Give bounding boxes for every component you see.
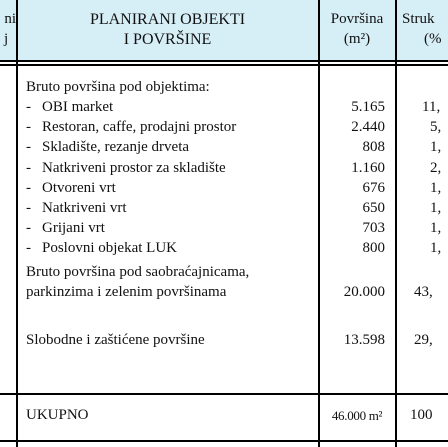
building-item-label: Natkriveni vrt bbox=[42, 200, 127, 216]
building-item-pct: 11, bbox=[422, 99, 441, 115]
building-item-area: 2.440 bbox=[351, 119, 385, 136]
building-item-area: 703 bbox=[362, 220, 385, 237]
building-item-area: 676 bbox=[362, 179, 385, 196]
traffic-area-value: 20.000 bbox=[343, 284, 385, 300]
building-item-pct: 1, bbox=[430, 139, 442, 156]
traffic-area-label-line1: Bruto površina pod saobraćajnicama, bbox=[26, 264, 250, 280]
list-bullet-dash: - bbox=[26, 179, 31, 196]
building-item-label: Otvoreni vrt bbox=[42, 179, 116, 196]
total-row-top-border bbox=[0, 393, 448, 395]
header-bottom-border bbox=[0, 60, 448, 62]
header-planned-objects: PLANIRANI OBJEKTI bbox=[89, 11, 246, 28]
building-item-label: Poslovni objekat LUK bbox=[42, 240, 177, 257]
building-item-pct: 1, bbox=[430, 240, 442, 257]
building-item-area: 808 bbox=[362, 139, 385, 156]
building-item-pct: 1, bbox=[430, 220, 442, 237]
list-bullet-dash: - bbox=[26, 119, 31, 136]
building-item-area: 1.160 bbox=[351, 159, 385, 176]
protected-area-label: Slobodne i zaštićene površine bbox=[26, 332, 205, 348]
column-divider bbox=[395, 0, 397, 447]
header-and-areas: I POVRŠINE bbox=[123, 31, 212, 48]
building-item-pct: 5, bbox=[430, 119, 442, 136]
total-label: UKUPNO bbox=[26, 407, 89, 423]
building-item-pct: 1, bbox=[430, 200, 442, 216]
traffic-area-pct: 43, bbox=[414, 284, 433, 300]
column-divider bbox=[16, 0, 18, 447]
building-item-pct: 2, bbox=[430, 159, 442, 176]
building-item-label: OBI market bbox=[42, 99, 114, 115]
header-bottom-border-double bbox=[0, 64, 448, 66]
building-item-pct: 1, bbox=[430, 179, 442, 196]
header-structure: Struk bbox=[402, 11, 435, 27]
header-area: Površina bbox=[330, 11, 384, 27]
building-item-area: 5.165 bbox=[351, 99, 385, 115]
list-bullet-dash: - bbox=[26, 99, 31, 115]
list-bullet-dash: - bbox=[26, 240, 31, 257]
list-bullet-dash: - bbox=[26, 139, 31, 156]
building-item-area: 650 bbox=[362, 200, 385, 216]
list-bullet-dash: - bbox=[26, 159, 31, 176]
header-area-unit: (m²) bbox=[343, 31, 371, 47]
header-structure-unit: (% bbox=[424, 31, 442, 47]
traffic-area-label-line2: parkinzima i zelenim površinama bbox=[26, 284, 227, 300]
building-item-label: Restoran, caffe, prodajni prostor bbox=[42, 119, 237, 136]
building-item-area: 800 bbox=[362, 240, 385, 257]
protected-area-pct: 29, bbox=[414, 332, 433, 348]
section-title-buildings: Bruto površina pod objektima: bbox=[26, 79, 210, 95]
list-bullet-dash: - bbox=[26, 200, 31, 216]
total-pct: 100 bbox=[410, 407, 433, 423]
header-col0-line1: ni bbox=[4, 11, 16, 27]
total-area-value: 46.000 m² bbox=[331, 408, 383, 423]
building-item-label: Skladište, rezanje drveta bbox=[42, 139, 190, 156]
building-item-label: Grijani vrt bbox=[42, 220, 105, 237]
list-bullet-dash: - bbox=[26, 220, 31, 237]
building-item-label: Natkriveni prostor za skladište bbox=[42, 159, 226, 176]
header-col0-line2: j bbox=[4, 31, 9, 47]
protected-area-value: 13.598 bbox=[343, 332, 385, 348]
total-row-bottom-border bbox=[0, 440, 448, 442]
